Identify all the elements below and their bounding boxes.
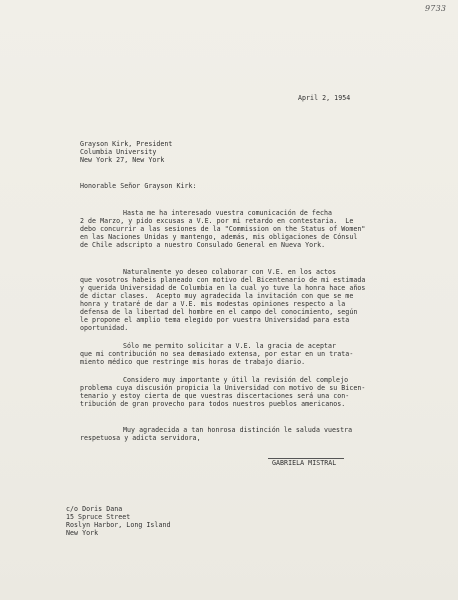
paragraph-2-line-1: Naturalmente yo deseo colaborar con V.E. en los actos <box>123 268 337 276</box>
paragraph-4-line-3: tenario y estoy cierta de que vuestras discertaciones será una con- <box>80 392 350 400</box>
paragraph-2-line-6: defensa de la libertad del hombre en el campo del conocimiento, según <box>80 308 358 316</box>
paragraph-4-line-1: Considero muy importante y útil la revisión del complejo <box>123 376 349 384</box>
paragraph-2-line-4: de dictar clases. Acepto muy agradecida la invitación con que se me <box>80 292 354 300</box>
paragraph-3-line-3: miento médico que restringe mis horas de trabajo diario. <box>80 358 306 366</box>
paragraph-3-line-2: que mi contribución no sea demasiado extensa, por estar en un trata- <box>80 350 354 358</box>
paragraph-2-line-8: oportunidad. <box>80 324 129 332</box>
paragraph-1-line-1: Hasta me ha interesado vuestra comunicación de fecha <box>123 209 333 217</box>
recipient-line-3: New York 27, New York <box>80 156 165 164</box>
signature-name: GABRIELA MISTRAL <box>272 459 337 467</box>
paragraph-2-line-7: le propone el amplio tema elegido por vuestra Universidad para esta <box>80 316 350 324</box>
paragraph-2-line-5: honra y trataré de dar a V.E. mis modestas opiniones respecto a la <box>80 300 346 308</box>
paragraph-1-line-3: debo concurrir a las sesiones de la "Commission on the Status of Women" <box>80 225 366 233</box>
recipient-line-2: Columbia University <box>80 148 157 156</box>
recipient-line-1: Grayson Kirk, President <box>80 140 173 148</box>
return-address-line-1: c/o Doris Dana <box>66 505 123 513</box>
paragraph-5-line-2: respetuosa y adicta servidora, <box>80 434 201 442</box>
paragraph-2-line-2: que vosotros habeis planeado con motivo del Bicentenario de mi estimada <box>80 276 366 284</box>
paragraph-3-line-1: Sólo me permito solicitar a V.E. la gracia de aceptar <box>123 342 337 350</box>
paragraph-4-line-4: tribución de gran provecho para todos nuestros pueblos americanos. <box>80 400 346 408</box>
archive-mark: 9733 <box>425 4 447 13</box>
return-address-line-2: 15 Spruce Street <box>66 513 131 521</box>
return-address-line-3: Roslyn Harbor, Long Island <box>66 521 171 529</box>
salutation: Honorable Señor Grayson Kirk: <box>80 182 197 190</box>
letter-date: April 2, 1954 <box>298 94 351 102</box>
paragraph-1-line-4: en las Naciones Unidas y mantengo, además, mis obligaciones de Cónsul <box>80 233 358 241</box>
return-address-line-4: New York <box>66 529 99 537</box>
paragraph-4-line-2: problema cuya discusión propicia la Universidad con motivo de su Bicen- <box>80 384 366 392</box>
paragraph-1-line-2: 2 de Marzo, y pido excusas a V.E. por mi retardo en contestaria. Le <box>80 217 354 225</box>
paragraph-5-line-1: Muy agradecida a tan honrosa distinción le saluda vuestra <box>123 426 353 434</box>
paragraph-1-line-5: de Chile adscripto a nuestro Consulado General en Nueva York. <box>80 241 326 249</box>
paragraph-2-line-3: y querida Universidad de Columbia en la cual yo tuve la honra hace años <box>80 284 366 292</box>
